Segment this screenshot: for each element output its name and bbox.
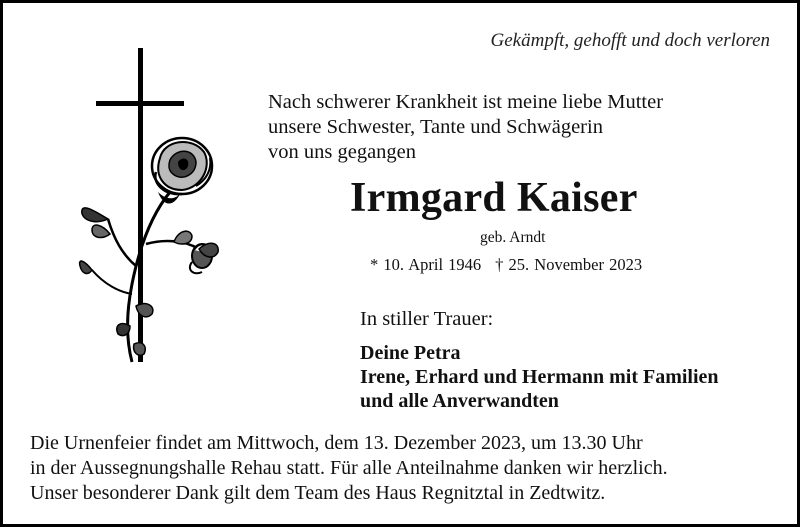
cross-with-rose-icon xyxy=(74,44,224,366)
mourner-line: Deine Petra xyxy=(360,342,461,364)
footer-line: Die Urnenfeier findet am Mittwoch, dem 13. Dezember 2023, um 13.30 Uhr xyxy=(30,432,643,454)
life-dates xyxy=(370,255,642,275)
birth-date: * 10. April 1946 xyxy=(370,255,482,274)
footer-line: in der Aussegnungshalle Rehau statt. Für alle Anteilnahme danken wir herzlich. xyxy=(30,457,668,479)
footer-line: Unser besonderer Dank gilt dem Team des Haus Regnitztal in Zedtwitz. xyxy=(30,482,606,504)
intro-text xyxy=(268,90,663,165)
motto: Gekämpft, gehofft und doch verloren xyxy=(490,30,770,51)
intro-line: Nach schwerer Krankheit ist meine liebe Mutter xyxy=(268,91,664,113)
mourners-list xyxy=(360,341,719,413)
maiden-name: geb. Arndt xyxy=(480,229,546,246)
mourning-label: In stiller Trauer: xyxy=(360,308,494,330)
deceased-name: Irmgard Kaiser xyxy=(350,175,638,221)
ceremony-info xyxy=(30,431,668,506)
mourner-line: und alle Anverwandten xyxy=(360,390,559,412)
intro-line: von uns gegangen xyxy=(268,141,417,163)
death-date: † 25. November 2023 xyxy=(495,255,643,274)
mourner-line: Irene, Erhard und Hermann mit Familien xyxy=(360,366,719,388)
intro-line: unsere Schwester, Tante und Schwägerin xyxy=(268,116,603,138)
